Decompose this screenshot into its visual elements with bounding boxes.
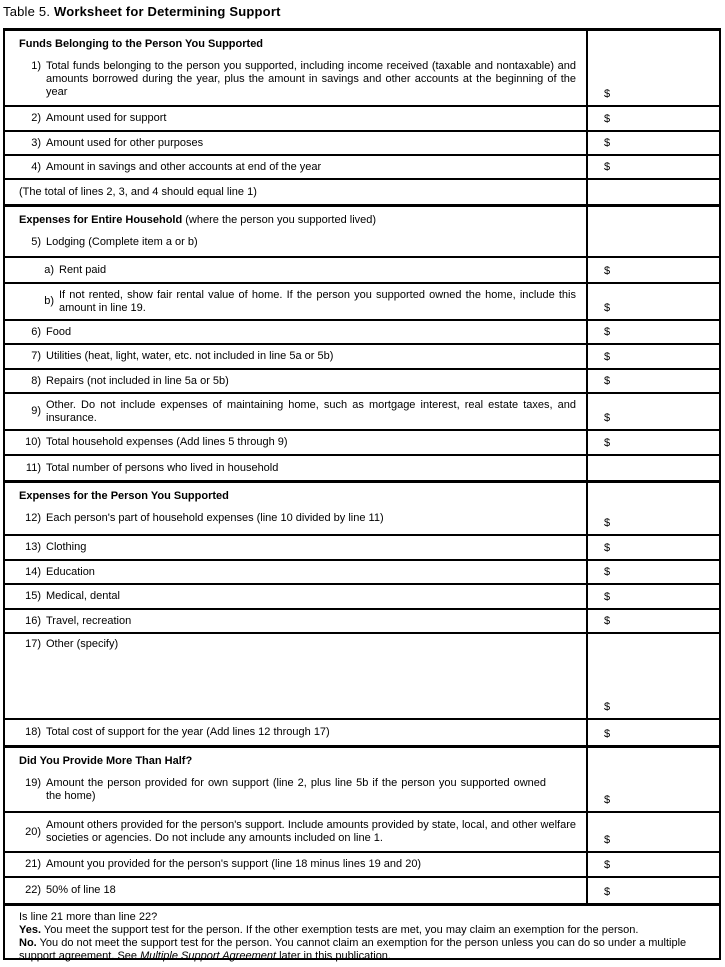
line-number: 1) — [31, 60, 41, 72]
line-12 — [5, 512, 576, 525]
amount-cell-line-9 — [586, 394, 719, 429]
amount-cell-line-6 — [586, 321, 719, 343]
line-number: 8) — [31, 374, 41, 387]
line-number: 2) — [31, 112, 41, 124]
line-label: Amount others provided for the person's support. Include amounts provided by state, local, and other welfare societies or agencies. Do not include any amounts included on line 1. — [46, 819, 576, 844]
dollar-sign: $ — [604, 351, 611, 363]
footer-row — [5, 906, 719, 962]
dollar-sign: $ — [604, 615, 611, 627]
line-number: 17) — [25, 638, 41, 650]
line-11-row — [5, 456, 719, 483]
line-number: 5) — [31, 236, 41, 248]
line-number: 6) — [31, 325, 41, 338]
amount-cell-line-3 — [586, 132, 719, 154]
dollar-sign: $ — [604, 113, 611, 125]
line-number: 12) — [25, 512, 41, 524]
dollar-sign: $ — [604, 265, 611, 277]
line-label: Utilities (heat, light, water, etc. not included in line 5a or 5b) — [46, 350, 334, 362]
page-title — [3, 4, 281, 19]
dollar-sign: $ — [604, 886, 611, 898]
amount-cell-line-5b — [586, 284, 719, 319]
line-18-row — [5, 720, 719, 748]
dollar-sign: $ — [604, 137, 611, 149]
footer-yes-label: Yes. — [19, 924, 42, 936]
line-3-row — [5, 132, 719, 156]
table-title: Worksheet for Determining Support — [53, 4, 281, 19]
line-7-row — [5, 345, 719, 370]
line-number: 14) — [25, 565, 41, 578]
section-header-household: Expenses for Entire Household (where the person you supported lived) — [19, 214, 377, 226]
line-number: 19) — [25, 777, 41, 789]
dollar-sign: $ — [604, 728, 611, 740]
section-header-funds: Funds Belonging to the Person You Supported — [19, 38, 264, 50]
section-person-row — [5, 483, 719, 536]
amount-cell-line-18 — [586, 720, 719, 745]
dollar-sign: $ — [604, 161, 611, 173]
amount-cell-line-15 — [586, 585, 719, 608]
amount-cell-line-16 — [586, 610, 719, 632]
amount-cell-line-21 — [586, 853, 719, 876]
line-9-row — [5, 394, 719, 431]
footer-no-label: No. — [19, 937, 37, 949]
amount-cell-empty — [586, 207, 719, 256]
dollar-sign: $ — [604, 412, 611, 424]
line-number: 4) — [31, 160, 41, 173]
dollar-sign: $ — [604, 88, 611, 100]
dollar-sign: $ — [604, 302, 611, 314]
amount-cell-line-7 — [586, 345, 719, 368]
line-label: Travel, recreation — [46, 614, 132, 627]
line-label: 50% of line 18 — [46, 884, 116, 896]
dollar-sign: $ — [604, 834, 611, 846]
line-number: 7) — [31, 350, 41, 362]
line-label: Rent paid — [59, 263, 107, 276]
total-note: (The total of lines 2, 3, and 4 should equal line 1) — [19, 186, 257, 198]
dollar-sign: $ — [604, 437, 611, 449]
line-number: 21) — [25, 858, 41, 870]
line-number: 3) — [31, 136, 41, 149]
amount-cell-line-2 — [586, 107, 719, 130]
table-number: Table 5. — [3, 4, 51, 19]
line-label: Medical, dental — [46, 590, 120, 602]
line-6-row — [5, 321, 719, 345]
line-label: Lodging (Complete item a or b) — [46, 236, 198, 248]
line-4-row — [5, 156, 719, 180]
line-label: Total number of persons who lived in household — [46, 461, 279, 474]
line-label: Repairs (not included in line 5a or 5b) — [46, 374, 229, 387]
line-number: 16) — [25, 614, 41, 627]
line-17-row — [5, 634, 719, 720]
line-label: Amount the person provided for own support (line 2, plus line 5b if the person you supported owned the home) — [46, 777, 546, 802]
dollar-sign: $ — [604, 375, 611, 387]
line-label: Amount in savings and other accounts at end of the year — [46, 160, 322, 173]
amount-cell-line-17 — [586, 634, 719, 718]
amount-cell-empty — [586, 180, 719, 204]
amount-cell-empty — [586, 456, 719, 480]
total-note-row — [5, 180, 719, 207]
line-1 — [5, 60, 576, 99]
section-header-half: Did You Provide More Than Half? — [19, 755, 193, 767]
amount-cell-line-8 — [586, 370, 719, 392]
section-header-person: Expenses for the Person You Supported — [19, 490, 229, 502]
line-number: 18) — [25, 726, 41, 738]
section-half-row — [5, 748, 719, 813]
dollar-sign: $ — [604, 566, 611, 578]
amount-cell-line-4 — [586, 156, 719, 178]
footer-no: No. You do not meet the support test for the person. You cannot claim an exemption for the person unless you can do so under a multiple support agreement. See Multiple Support Agreement later in this publication. — [19, 937, 687, 962]
line-label: Total household expenses (Add lines 5 through 9) — [46, 436, 288, 448]
amount-cell-line-10 — [586, 431, 719, 454]
amount-cell-line-20 — [586, 813, 719, 851]
dollar-sign: $ — [604, 542, 611, 554]
line-label: Clothing — [46, 541, 87, 553]
line-number: 9) — [31, 405, 41, 417]
line-5 — [5, 236, 576, 249]
line-5a-row — [5, 258, 719, 284]
line-14-row — [5, 561, 719, 585]
line-15-row — [5, 585, 719, 610]
dollar-sign: $ — [604, 859, 611, 871]
line-16-row — [5, 610, 719, 634]
line-20-row — [5, 813, 719, 853]
line-8-row — [5, 370, 719, 394]
line-number: 13) — [25, 541, 41, 553]
amount-cell-line-5a — [586, 258, 719, 282]
line-19 — [5, 777, 576, 803]
line-label: Amount used for support — [46, 112, 167, 124]
dollar-sign: $ — [604, 517, 611, 529]
line-21-row — [5, 853, 719, 878]
line-label: Amount you provided for the person's support (line 18 minus lines 19 and 20) — [46, 858, 422, 870]
amount-cell-line-1 — [586, 31, 719, 105]
footer-no-reference: Multiple Support Agreement — [140, 950, 277, 962]
line-number: 11) — [25, 461, 41, 474]
line-number: a) — [44, 263, 54, 276]
line-22-row — [5, 878, 719, 906]
dollar-sign: $ — [604, 326, 611, 338]
section-household-row — [5, 207, 719, 258]
amount-cell-line-22 — [586, 878, 719, 903]
line-13-row — [5, 536, 719, 561]
line-label: Total funds belonging to the person you supported, including income received (taxable and nontaxable) and amounts borrowed during the year, plus the amount in savings and other accounts at the beginning of the year — [46, 60, 576, 98]
footer-question: Is line 21 more than line 22? — [19, 911, 158, 923]
line-label: Other (specify) — [46, 638, 119, 650]
worksheet-table — [3, 28, 721, 960]
line-label: Total cost of support for the year (Add lines 12 through 17) — [46, 726, 330, 738]
line-label: Amount used for other purposes — [46, 136, 204, 149]
line-5b-row — [5, 284, 719, 321]
amount-cell-line-19 — [586, 748, 719, 811]
line-label: If not rented, show fair rental value of home. If the person you supported owned the home, include this amount in line 19. — [59, 288, 576, 314]
line-2-row — [5, 107, 719, 132]
section-funds-row — [5, 31, 719, 107]
amount-cell-line-13 — [586, 536, 719, 559]
line-label: Other. Do not include expenses of maintaining home, such as mortgage interest, real estate taxes, and insurance. — [46, 398, 576, 424]
line-label: Education — [46, 565, 95, 578]
line-10-row — [5, 431, 719, 456]
dollar-sign: $ — [604, 701, 611, 713]
dollar-sign: $ — [604, 794, 611, 806]
line-label: Each person's part of household expenses (line 10 divided by line 11) — [46, 512, 384, 524]
footer-yes: Yes. You meet the support test for the person. If the other exemption tests are met, you may claim an exemption for the person. — [19, 924, 639, 936]
dollar-sign: $ — [604, 591, 611, 603]
amount-cell-line-14 — [586, 561, 719, 583]
line-number: 15) — [25, 590, 41, 602]
line-number: b) — [44, 295, 54, 307]
amount-cell-line-12 — [586, 483, 719, 534]
line-label: Food — [46, 325, 72, 338]
line-number: 10) — [25, 436, 41, 448]
line-number: 22) — [25, 884, 41, 896]
line-number: 20) — [25, 825, 41, 838]
